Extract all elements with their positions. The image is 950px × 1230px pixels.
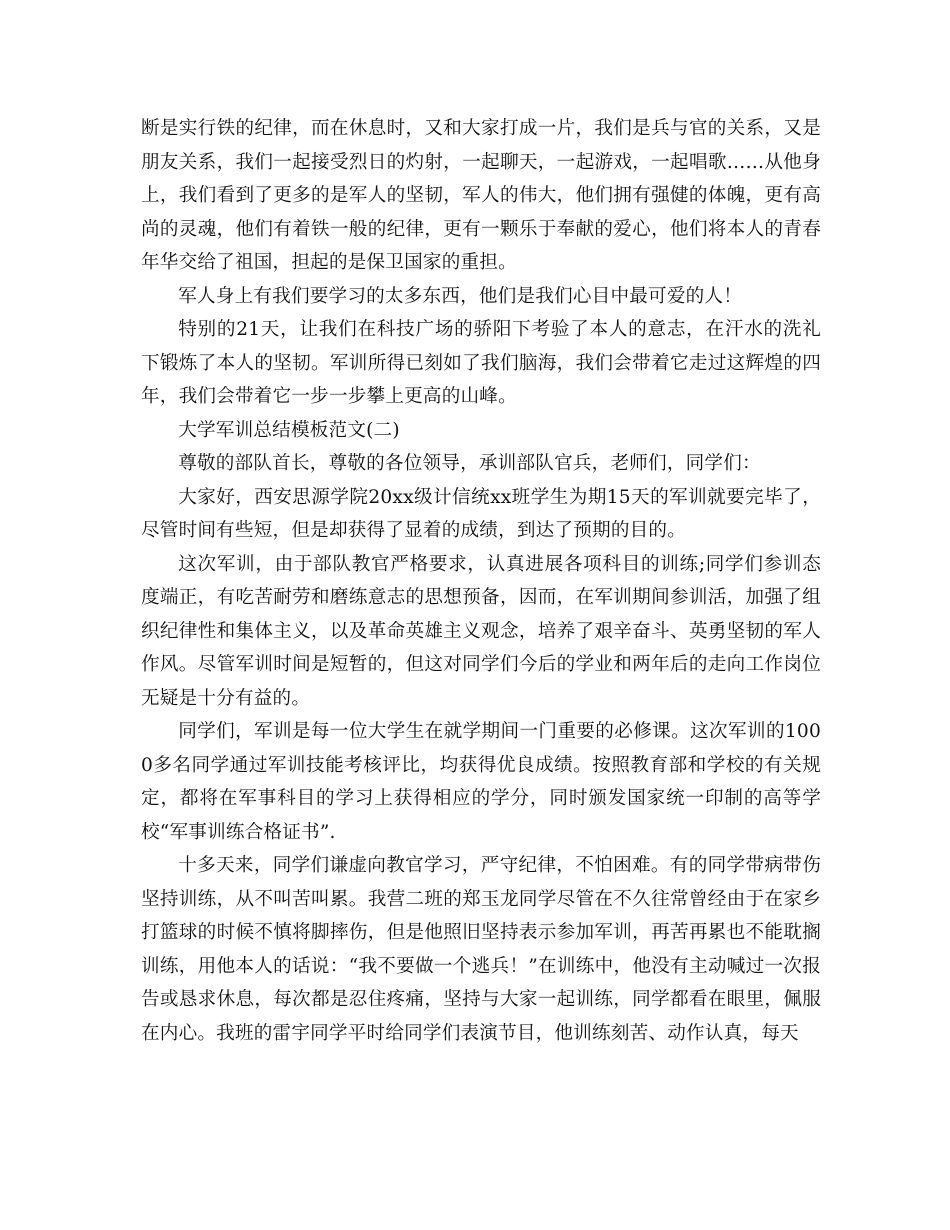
paragraph: 军人身上有我们要学习的太多东西，他们是我们心目中最可爱的人！ xyxy=(178,285,743,307)
section-heading: 大学军训总结模板范文(二) xyxy=(178,419,400,441)
paragraph: 十多天来，同学们谦虚向教官学习，严守纪律，不怕困难。有的同学带病带伤坚持训练，从不叫苦叫累。我营二班的郑玉龙同学尽管在不久往常曾经由于在家乡打篮球的时候不慎将脚摔伤，但是他照旧坚持表示参加军训，再苦再累也不能耽搁训练，用他本人的话说：“我不要做一个逃兵！”在训练中，他没有主动喊过一次报告或恳求休息，每次都是忍住疼痛，坚持与大家一起训练，同学都看在眼里，佩服在内心。我班的雷宇同学平时给同学们表演节目，他训练刻苦、动作认真，每天 xyxy=(141,855,821,1044)
paragraph: 大家好，西安思源学院20xx级计信统xx班学生为期15天的军训就要完毕了，尽管时间有些短，但是却获得了显着的成绩，到达了预期的目的。 xyxy=(141,486,821,541)
paragraph: 特别的21天，让我们在科技广场的骄阳下考验了本人的意志，在汗水的洗礼下锻炼了本人的坚韧。军训所得已刻如了我们脑海，我们会带着它走过这辉煌的四年，我们会带着它一步一步攀上更高的山峰。 xyxy=(141,319,821,407)
paragraph: 这次军训，由于部队教官严格要求，认真进展各项科目的训练;同学们参训态度端正，有吃苦耐劳和磨练意志的思想预备，因而，在军训期间参训活，加强了组织纪律性和集体主义，以及革命英雄主义观念，培养了艰辛奋斗、英勇坚韧的军人作风。尽管军训时间是短暂的，但这对同学们今后的学业和两年后的走向工作岗位无疑是十分有益的。 xyxy=(141,553,821,709)
salutation: 尊敬的部队首长，尊敬的各位领导，承训部队官兵，老师们，同学们： xyxy=(178,453,761,474)
document-body xyxy=(141,112,821,1050)
paragraph-continued: 断是实行铁的纪律，而在休息时，又和大家打成一片，我们是兵与官的关系，又是朋友关系，我们一起接受烈日的灼射，一起聊天，一起游戏，一起唱歌……从他身上，我们看到了更多的是军人的坚韧，军人的伟大，他们拥有强健的体魄，更有高尚的灵魂，他们有着铁一般的纪律，更有一颗乐于奉献的爱心，他们将本人的青春年华交给了祖国，担起的是保卫国家的重担。 xyxy=(141,118,821,273)
paragraph: 同学们，军训是每一位大学生在就学期间一门重要的必修课。这次军训的1000多名同学通过军训技能考核评比，均获得优良成绩。按照教育部和学校的有关规定，都将在军事科目的学习上获得相应的学分，同时颁发国家统一印制的高等学校“军事训练合格证书”. xyxy=(141,721,821,843)
